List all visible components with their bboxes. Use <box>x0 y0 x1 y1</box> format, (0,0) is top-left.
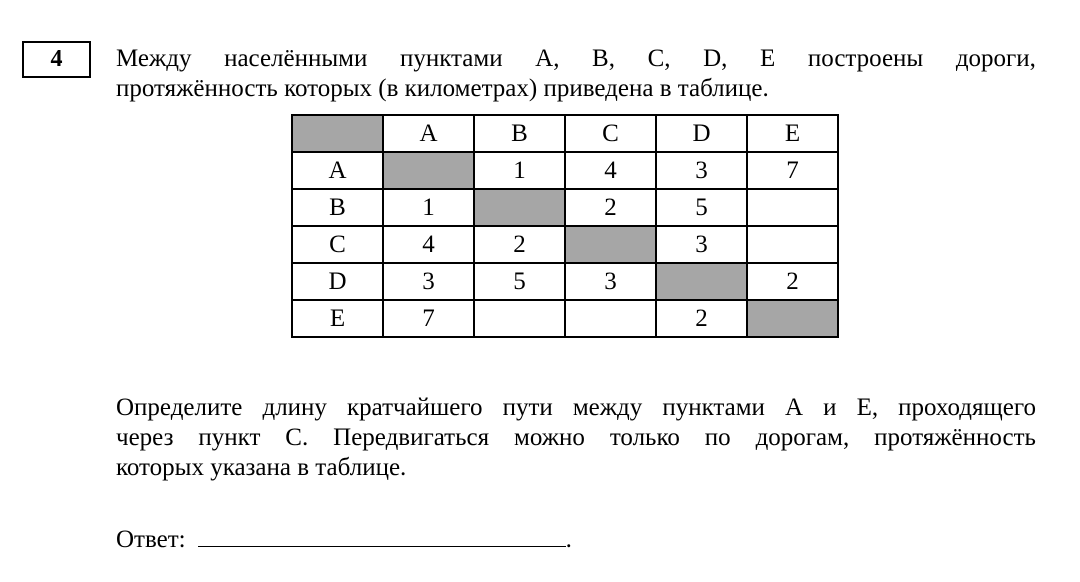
answer-end-mark: . <box>565 526 572 553</box>
table-row-label: E <box>292 300 383 337</box>
intro-word: C, <box>647 45 671 72</box>
table-header-cell: D <box>656 115 747 152</box>
question-line-3: которых указана в таблице. <box>116 454 407 481</box>
intro-word: дороги, <box>955 45 1036 72</box>
question-word: пункт <box>198 424 261 451</box>
question-word: между <box>572 394 643 421</box>
question-word: A <box>785 394 804 421</box>
question-word: протяжённость <box>874 424 1036 451</box>
table-header-cell: B <box>474 115 565 152</box>
table-header-row <box>292 115 838 152</box>
question-word: E, <box>856 394 879 421</box>
table-cell <box>747 226 838 263</box>
intro-word: населёнными <box>224 45 368 72</box>
table-diagonal-cell <box>383 152 474 189</box>
distance-table <box>291 114 839 338</box>
table-row <box>292 189 838 226</box>
intro-line-2: протяжённость которых (в километрах) приведена в таблице. <box>116 75 769 102</box>
table-cell: 2 <box>747 263 838 300</box>
table-cell: 2 <box>565 189 656 226</box>
table-cell <box>565 300 656 337</box>
table-corner-cell <box>292 115 383 152</box>
question-word: через <box>116 424 174 451</box>
table-cell: 7 <box>383 300 474 337</box>
table-row <box>292 300 838 337</box>
table-cell: 1 <box>383 189 474 226</box>
intro-line-1 <box>116 44 1036 74</box>
question-word: Определите <box>116 394 243 421</box>
intro-word: D, <box>703 45 728 72</box>
table-header-cell: A <box>383 115 474 152</box>
intro-word: A, <box>535 45 560 72</box>
question-word: кратчайшего <box>346 394 483 421</box>
table-diagonal-cell <box>474 189 565 226</box>
question-line-1 <box>116 393 1036 423</box>
intro-paragraph <box>116 44 1036 104</box>
table-header-cell: C <box>565 115 656 152</box>
table-cell: 3 <box>383 263 474 300</box>
question-word: по <box>704 424 731 451</box>
intro-word: E <box>759 45 776 72</box>
table-row <box>292 226 838 263</box>
table-cell: 4 <box>565 152 656 189</box>
table-cell <box>747 189 838 226</box>
question-word: пунктами <box>662 394 765 421</box>
task-number-box <box>22 41 91 78</box>
table-row <box>292 152 838 189</box>
question-word: проходящего <box>898 394 1036 421</box>
intro-word: построены <box>807 45 924 72</box>
question-word: C. <box>285 424 309 451</box>
table-cell: 5 <box>656 189 747 226</box>
table-diagonal-cell <box>565 226 656 263</box>
question-paragraph <box>116 393 1036 483</box>
table-row <box>292 263 838 300</box>
table-cell: 3 <box>565 263 656 300</box>
question-word: дорогам, <box>755 424 850 451</box>
question-word: и <box>823 394 837 421</box>
answer-row <box>116 522 572 555</box>
question-word: длину <box>262 394 327 421</box>
table-row-label: A <box>292 152 383 189</box>
intro-word: Между <box>116 45 192 72</box>
table-cell: 1 <box>474 152 565 189</box>
table-row-label: D <box>292 263 383 300</box>
table-cell: 7 <box>747 152 838 189</box>
table-row-label: B <box>292 189 383 226</box>
answer-input-line[interactable] <box>198 522 566 547</box>
answer-label: Ответ: <box>116 526 186 553</box>
intro-word: пунктами <box>399 45 503 72</box>
table-diagonal-cell <box>656 263 747 300</box>
table-cell <box>474 300 565 337</box>
table-header-cell: E <box>747 115 838 152</box>
task-number: 4 <box>50 46 63 72</box>
table-cell: 2 <box>656 300 747 337</box>
intro-word: B, <box>592 45 615 72</box>
question-line-2 <box>116 423 1036 453</box>
question-word: только <box>609 424 680 451</box>
question-word: пути <box>502 394 553 421</box>
table-cell: 3 <box>656 152 747 189</box>
table-cell: 4 <box>383 226 474 263</box>
question-word: можно <box>514 424 585 451</box>
table-cell: 2 <box>474 226 565 263</box>
question-word: Передвигаться <box>333 424 490 451</box>
table-cell: 3 <box>656 226 747 263</box>
table-diagonal-cell <box>747 300 838 337</box>
table-row-label: C <box>292 226 383 263</box>
table-cell: 5 <box>474 263 565 300</box>
